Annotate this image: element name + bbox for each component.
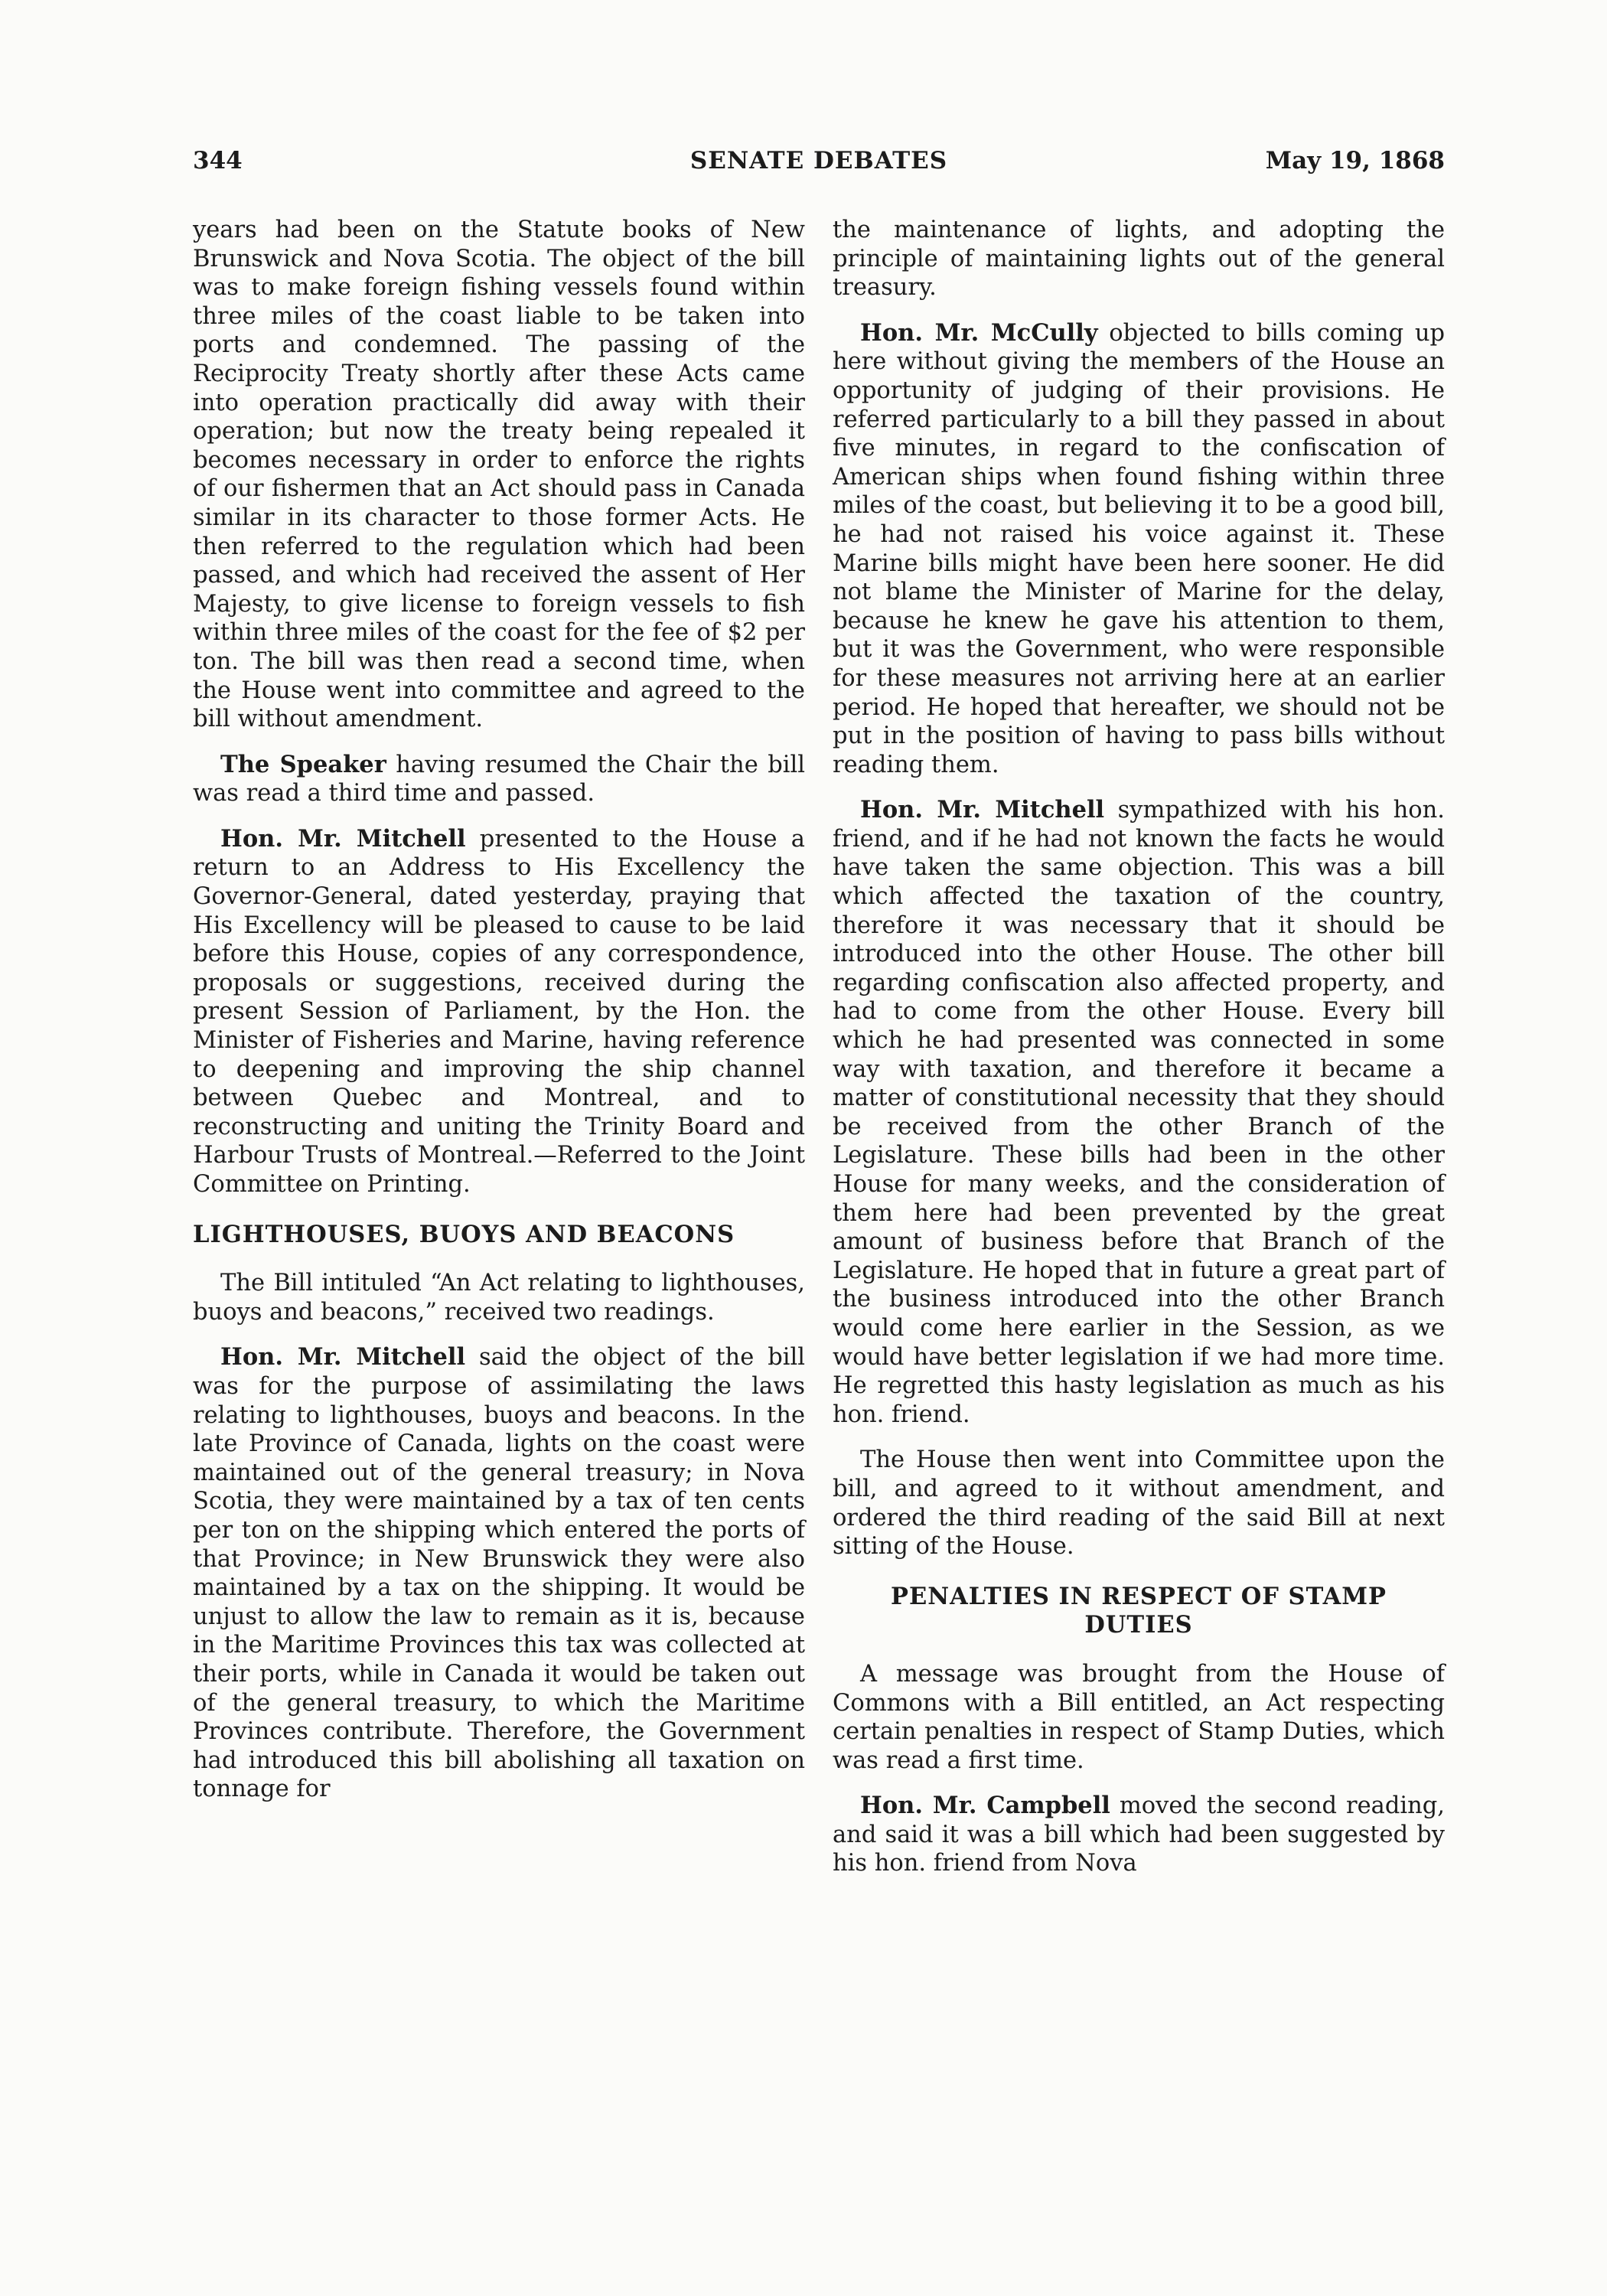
paragraph: The Bill intituled “An Act relating to lighthouses, buoys and beacons,” received two readings. — [193, 1270, 805, 1326]
paragraph — [833, 319, 1445, 780]
section-heading: PENALTIES IN RESPECT OF STAMP DUTIES — [891, 1582, 1387, 1639]
paragraph: the maintenance of lights, and adopting the principle of maintaining lights out of the general treasury. — [833, 217, 1445, 302]
running-title: SENATE DEBATES — [689, 147, 948, 174]
speaker-name: Hon. Mr. Campbell — [860, 1792, 1110, 1820]
speaker-name: Hon. Mr. McCully — [860, 318, 1098, 347]
section-heading: LIGHTHOUSES, BUOYS AND BEACONS — [193, 1220, 735, 1248]
paragraph-text: said the object of the bill was for the purpose of assimilating the laws relating to lighthouses, buoys and beacons. In the late Province of Canada, lights on the coast were maintained out of the general treasury; in Nova Scotia, they were maintained by a tax of ten cents per ton on the shipping which entered the ports of that Province; in New Brunswick they were also maintained by a tax on the shipping. It would be unjust to allow the law to remain as it is, because in the Maritime Provinces this tax was collected at their ports, while in Canada it would be taken out of the general treasury, to which the Maritime Provinces contribute. Therefore, the Government had introduced this bill abolishing all taxation on tonnage for — [193, 1344, 805, 1803]
paragraph-text: presented to the House a return to an Address to His Excellency the Governor-General, dated yesterday, praying that His Excellency will be pleased to cause to be laid before this House, copies of any correspondence, proposals or suggestions, received during the present Session of Parliament, by the Hon. the Minister of Fisheries and Marine, having reference to deepening and improving the ship channel between Quebec and Montreal, and to reconstructing and uniting the Trinity Board and Harbour Trusts of Montreal.—Referred to the Joint Committee on Printing. — [193, 825, 805, 1198]
header-date: May 19, 1868 — [1265, 147, 1445, 174]
paragraph-text: objected to bills coming up here without giving the members of the House an opportunity of judging of their provisions. He referred particularly to a bill they passed in about five minutes, in regard to the confiscation of American ships when found fishing within three miles of the coast, but believing it to be a good bill, he had not raised his voice against it. These Marine bills might have been here sooner. He did not blame the Minister of Marine for the delay, because he knew he gave his attention to them, but it was the Government, who were responsible for these measures not arriving here at an earlier period. He hoped that hereafter, we should not be put in the position of having to pass bills without reading them. — [833, 319, 1445, 778]
paragraph — [193, 1343, 805, 1804]
page-header — [193, 147, 1445, 185]
right-column — [833, 216, 1445, 1895]
page-number: 344 — [193, 147, 243, 174]
speaker-name: Hon. Mr. Mitchell — [220, 1343, 466, 1371]
speaker-name: Hon. Mr. Mitchell — [220, 824, 466, 853]
paragraph — [833, 796, 1445, 1429]
paragraph — [193, 751, 805, 808]
left-column — [193, 216, 805, 1821]
paragraph-text: sympathized with his hon. friend, and if he had not known the facts he would have taken the same objection. This was a bill which affected the taxation of the country, therefore it was necessary that it should be introduced into the other House. The other bill regarding confiscation also affected property, and had to come from the other House. Every bill which he had presented was connected in some way with taxation, and therefore it became a matter of constitutional necessity that they should be received from the other Branch of the Legislature. These bills had been in the other House for many weeks, and the consideration of them here had been prevented by the great amount of business before that Branch of the Legislature. He hoped that in future a great part of the business introduced into the other Branch would come here earlier in the Session, as we would have better legislation if we had more time. He regretted this hasty legislation as much as his hon. friend. — [833, 797, 1445, 1428]
paragraph-text: moved the second reading, and said it was a bill which had been suggested by his hon. friend from Nova — [833, 1792, 1445, 1877]
paragraph: A message was brought from the House of Commons with a Bill entitled, an Act respecting certain penalties in respect of Stamp Duties, which was read a first time. — [833, 1660, 1445, 1774]
speaker-name: Hon. Mr. Mitchell — [860, 796, 1105, 824]
paragraph — [193, 825, 805, 1199]
paragraph — [833, 1792, 1445, 1878]
paragraph: years had been on the Statute books of New Brunswick and Nova Scotia. The object of the bill was to make foreign fishing vessels found within three miles of the coast liable to be taken into ports and condemned. The passing of the Reciprocity Treaty shortly after these Acts came into operation practically did away with their operation; but now the treaty being repealed it becomes necessary in order to enforce the rights of our fishermen that an Act should pass in Canada similar in its character to those former Acts. He then referred to the regulation which had been passed, and which had received the assent of Her Majesty, to give license to foreign vessels to fish within three miles of the coast for the fee of $2 per ton. The bill was then read a second time, when the House went into committee and agreed to the bill without amendment. — [193, 217, 805, 733]
paragraph-text: having resumed the Chair the bill was read a third time and passed. — [193, 751, 805, 807]
paragraph: The House then went into Committee upon the bill, and agreed to it without amendment, and ordered the third reading of the said Bill at next sitting of the House. — [833, 1446, 1445, 1561]
speaker-name: The Speaker — [220, 750, 386, 778]
